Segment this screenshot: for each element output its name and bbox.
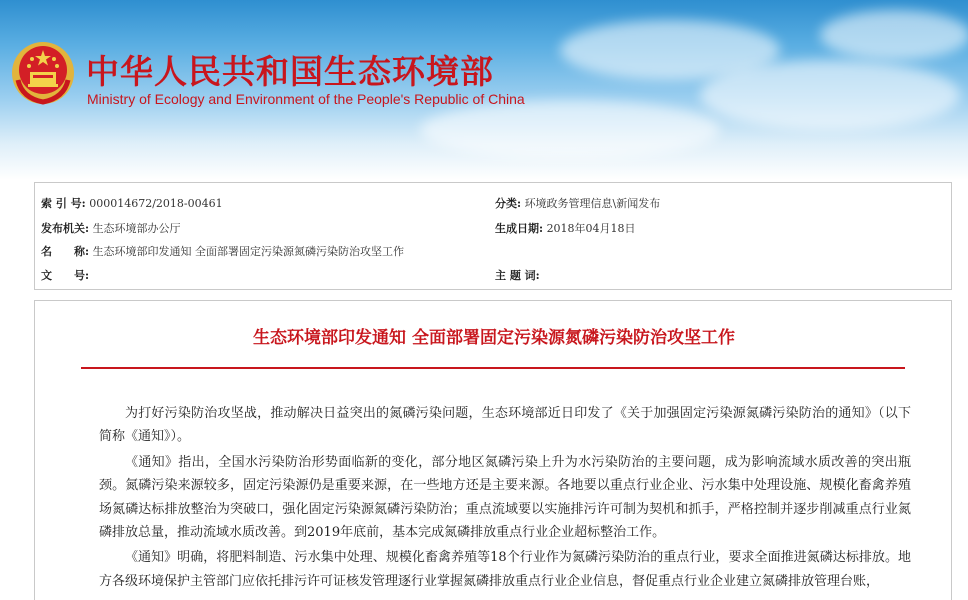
meta-issuer: [41, 220, 181, 236]
title-divider: [81, 367, 905, 369]
site-title-english: Ministry of Ecology and Environment of the People's Republic of China: [87, 91, 525, 107]
meta-index-value: 000014672/2018-00461: [89, 197, 223, 210]
meta-name: [41, 243, 404, 259]
site-title: 中华人民共和国生态环境部: [86, 52, 494, 91]
article-title: 生态环境部印发通知 全面部署固定污染源氮磷污染防治攻坚工作: [253, 328, 735, 348]
meta-name-value: 生态环境部印发通知 全面部署固定污染源氮磷污染防治攻坚工作: [92, 245, 405, 258]
document-meta-table: [34, 182, 952, 290]
meta-date-label: 生成日期:: [495, 222, 544, 235]
meta-name-label: 名 称:: [41, 245, 90, 258]
meta-subject: [495, 267, 540, 283]
meta-date: [495, 220, 636, 236]
meta-docno: [41, 267, 89, 283]
meta-index: [41, 195, 223, 211]
article-container: [34, 300, 952, 600]
meta-subject-label: 主 题 词:: [495, 269, 540, 282]
meta-index-label: 索 引 号:: [41, 197, 86, 210]
meta-category-label: 分类:: [495, 197, 522, 210]
article-paragraph: 《通知》指出，全国水污染防治形势面临新的变化，部分地区氮磷污染上升为水污染防治的主要问题，成为影响流域水质改善的突出瓶颈。氮磷污染来源较多，固定污染源仍是重要来源，在一些地方还是主要来源。各地要以重点行业企业、污水集中处理设施、规模化畜禽养殖场氮磷达标排放整治为突破口，强化固定污染源氮磷污染防治；重点流域要以实施排污许可制为契机和抓手，严格控制并逐步削减重点行业氮磷排放总量，推动流域水质改善。到2019年底前，基本完成氮磷排放重点行业企业超标整治工作。: [99, 454, 911, 541]
meta-category-value: 环境政务管理信息\新闻发布: [524, 197, 661, 210]
meta-issuer-value: 生态环境部办公厅: [92, 222, 181, 235]
article-paragraph: 《通知》明确，将肥料制造、污水集中处理、规模化畜禽养殖等18个行业作为氮磷污染防治的重点行业，要求全面推进氮磷达标排放。地方各级环境保护主管部门应依托排污许可证核发管理逐行业掌握氮磷排放重点行业企业信息，督促重点行业企业建立氮磷排放管理台账，: [99, 550, 911, 589]
meta-docno-label: 文 号:: [41, 269, 90, 282]
article-paragraph: 为打好污染防治攻坚战，推动解决日益突出的氮磷污染问题，生态环境部近日印发了《关于加强固定污染源氮磷污染防治的通知》（以下简称《通知》）。: [99, 406, 911, 445]
meta-category: [495, 195, 660, 211]
meta-issuer-label: 发布机关:: [41, 222, 90, 235]
meta-date-value: 2018年04月18日: [546, 222, 636, 235]
article-body: [99, 402, 911, 595]
national-emblem-icon: [10, 40, 76, 106]
